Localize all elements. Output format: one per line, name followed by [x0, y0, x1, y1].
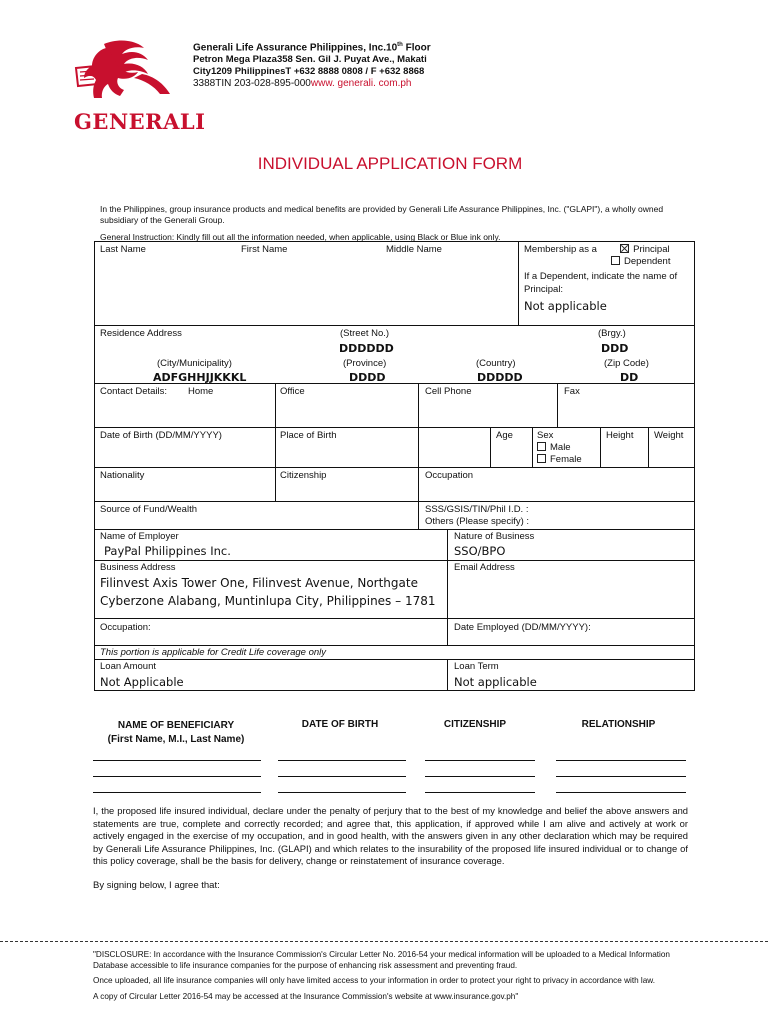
beneficiary-name-header: NAME OF BENEFICIARY (First Name, M.I., Last Name) — [107, 720, 245, 745]
beneficiary-citizenship-header: CITIZENSHIP — [443, 719, 507, 730]
beneficiary-name-line-3[interactable] — [93, 792, 261, 793]
principal-option-label: Principal — [633, 244, 670, 255]
zip-value[interactable]: DD — [620, 371, 639, 384]
label-occupation: Occupation: — [100, 622, 151, 633]
label-date-of-birth: Date of Birth (DD/MM/YYYY) — [100, 430, 222, 441]
label-place-of-birth: Place of Birth — [280, 430, 337, 441]
label-last-name: Last Name — [100, 244, 146, 255]
label-loan-term: Loan Term — [454, 661, 499, 672]
female-option: Female — [537, 454, 582, 466]
disclosure-block — [93, 950, 693, 1002]
dashed-separator — [0, 941, 768, 942]
label-country: (Country) — [476, 358, 516, 369]
label-weight: Weight — [654, 430, 684, 441]
form-title: INDIVIDUAL APPLICATION FORM — [257, 154, 523, 173]
nature-of-business-value[interactable]: SSO/BPO — [454, 544, 506, 558]
generali-logo — [74, 38, 206, 134]
membership-block — [524, 244, 692, 314]
label-zip: (Zip Code) — [604, 358, 649, 369]
company-tin: 3388TIN 203-028-895-000www. generali. com.ph — [193, 78, 412, 90]
label-email-address: Email Address — [454, 562, 515, 573]
province-value[interactable]: DDDD — [349, 371, 386, 384]
disclosure-paragraph-2: Once uploaded, all life insurance companies will only have limited access to your information in order to protect your right to privacy in accordance with law. — [93, 976, 656, 985]
declaration-text: I, the proposed life insured individual, declare under the penalty of perjury that to the best of my knowledge and belief the above answers and statements are true, complete and correctly recorded; and agree that, this application, if approved while I am alive and actively at work or actively engaged in the exercise of my occupation, and in good health, with the answers given in any other declaration which may be required by Generali Life Assurance Philippines, Inc. (GLAPI) and which relates to the insurability of the proposed life insured individual or to change of this policy coverage, shall be the basis for delivery, change or reinstatement of insurance coverage. — [93, 805, 688, 867]
country-value[interactable]: DDDDD — [477, 371, 523, 384]
company-address-1: Petron Mega Plaza358 Sen. Gil J. Puyat Ave., Makati — [193, 54, 427, 66]
label-middle-name: Middle Name — [386, 244, 442, 255]
signing-agreement: By signing below, I agree that: — [93, 880, 220, 891]
principal-checkbox[interactable] — [620, 244, 629, 253]
label-province: (Province) — [343, 358, 387, 369]
label-sss-id: SSS/GSIS/TIN/Phil I.D. : — [425, 504, 529, 515]
beneficiary-citizenship-line-2[interactable] — [425, 776, 535, 777]
beneficiary-name-line-2[interactable] — [93, 776, 261, 777]
beneficiary-dob-line-2[interactable] — [278, 776, 406, 777]
label-citizenship: Citizenship — [280, 470, 327, 481]
beneficiary-dob-line-1[interactable] — [278, 760, 406, 761]
dependent-line — [524, 256, 692, 268]
label-occupation-top: Occupation — [425, 470, 474, 481]
sex-block — [537, 430, 582, 466]
label-contact-details: Contact Details: — [100, 386, 168, 397]
beneficiary-citizenship-line-1[interactable] — [425, 760, 535, 761]
label-nationality: Nationality — [100, 470, 145, 481]
label-office: Office — [280, 386, 305, 397]
label-age: Age — [496, 430, 513, 441]
male-option: Male — [537, 442, 582, 454]
label-height: Height — [606, 430, 634, 441]
label-sex: Sex — [537, 430, 554, 441]
brgy-value[interactable]: DDD — [601, 342, 629, 355]
label-home: Home — [188, 386, 214, 397]
label-business-address: Business Address — [100, 562, 176, 573]
disclosure-paragraph-1: "DISCLOSURE: In accordance with the Insurance Commission's Circular Letter No. 2016-54 your medical information will be uploaded to a Medical Information Database accessible to life insurance companies for the purpose of enhancing risk assessment and preventing fraud. — [93, 950, 670, 970]
business-address-line2[interactable]: Cyberzone Alabang, Muntinlupa City, Philippines – 1781 — [100, 594, 436, 608]
beneficiary-relationship-line-2[interactable] — [556, 776, 686, 777]
beneficiary-dob-line-3[interactable] — [278, 792, 406, 793]
label-name-of-employer: Name of Employer — [100, 531, 179, 542]
loan-term-value[interactable]: Not applicable — [454, 675, 537, 689]
logo-wordmark: GENERALI — [74, 109, 206, 134]
label-cell-phone: Cell Phone — [425, 386, 472, 397]
lion-emblem-icon — [74, 38, 184, 104]
label-source-of-fund: Source of Fund/Wealth — [100, 504, 197, 515]
label-first-name: First Name — [241, 244, 288, 255]
label-residence-address: Residence Address — [100, 328, 182, 339]
label-brgy: (Brgy.) — [598, 328, 626, 339]
city-value[interactable]: ADFGHHJJKKKL — [153, 371, 247, 384]
beneficiary-relationship-line-3[interactable] — [556, 792, 686, 793]
company-website-link[interactable]: www. generali. com.ph — [310, 78, 412, 90]
street-value[interactable]: DDDDDD — [339, 342, 394, 355]
label-city: (City/Municipality) — [157, 358, 232, 369]
beneficiary-relationship-header: RELATIONSHIP — [581, 719, 656, 730]
dependent-option-label: Dependent — [624, 256, 671, 267]
business-address-line1[interactable]: Filinvest Axis Tower One, Filinvest Avenue, Northgate — [100, 576, 418, 590]
dependent-checkbox[interactable] — [611, 256, 620, 265]
label-street: (Street No.) — [340, 328, 390, 339]
general-instruction: General Instruction: Kindly fill out all the information needed, when applicable, using Black or Blue ink only. — [100, 232, 501, 242]
label-others-specify: Others (Please specify) : — [425, 516, 530, 527]
female-checkbox[interactable] — [537, 454, 546, 463]
credit-life-note: This portion is applicable for Credit Life coverage only — [100, 647, 327, 658]
label-fax: Fax — [564, 386, 580, 397]
beneficiary-dob-header: DATE OF BIRTH — [301, 719, 379, 730]
beneficiary-citizenship-line-3[interactable] — [425, 792, 535, 793]
beneficiary-relationship-line-1[interactable] — [556, 760, 686, 761]
dependent-note: If a Dependent, indicate the name of Principal: — [524, 271, 678, 295]
company-address-2: City1209 PhilippinesT +632 8888 0808 / F +632 8868 — [193, 66, 425, 78]
beneficiary-name-line-1[interactable] — [93, 760, 261, 761]
label-nature-of-business: Nature of Business — [454, 531, 535, 542]
company-header — [193, 39, 463, 90]
male-checkbox[interactable] — [537, 442, 546, 451]
label-loan-amount: Loan Amount — [100, 661, 156, 672]
label-date-employed: Date Employed (DD/MM/YYYY): — [454, 622, 591, 633]
employer-value[interactable]: PayPal Philippines Inc. — [104, 544, 231, 558]
principal-name-value[interactable]: Not applicable — [524, 299, 607, 313]
intro-text: In the Philippines, group insurance products and medical benefits are provided by Generali Life Assurance Philippines, Inc. ("GLAPI"), a wholly owned subsidiary of the Generali Group. — [100, 204, 664, 225]
company-line: Generali Life Assurance Philippines, Inc.10th Floor — [193, 42, 431, 54]
disclosure-paragraph-3: A copy of Circular Letter 2016-54 may be accessed at the Insurance Commission's website at www.insurance.gov.ph" — [93, 991, 519, 1001]
membership-line: Membership as a Principal — [524, 244, 670, 255]
loan-amount-value[interactable]: Not Applicable — [100, 675, 184, 689]
